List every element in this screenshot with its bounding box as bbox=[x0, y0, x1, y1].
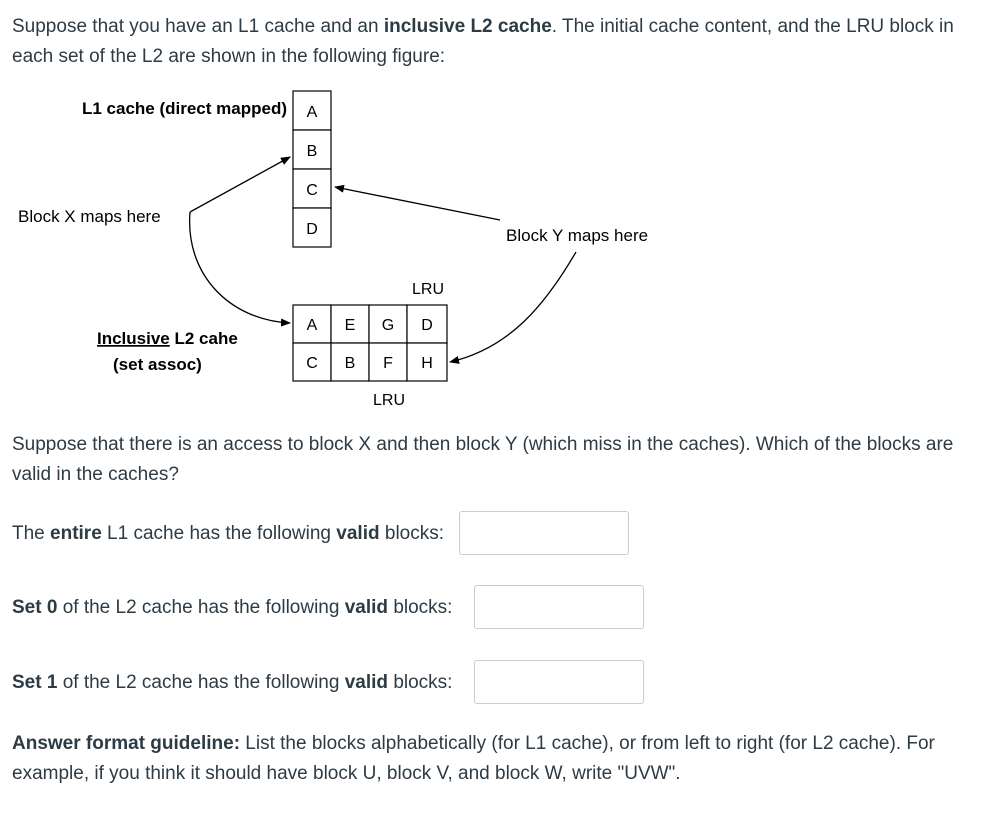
answer-set0-text-2: blocks: bbox=[388, 597, 453, 618]
cache-diagram bbox=[0, 80, 700, 420]
intro-bold: inclusive L2 cache bbox=[383, 16, 552, 37]
l2-label-line1 bbox=[97, 329, 238, 348]
l2-set0-block-0: A bbox=[306, 317, 318, 334]
answer-set0-text-1: of the L2 cache has the following bbox=[57, 597, 345, 618]
l1-cache bbox=[293, 91, 331, 247]
answer-set1-label bbox=[12, 668, 452, 698]
answer-l1-text-1: The bbox=[12, 523, 51, 544]
answer-l1-text-3: blocks: bbox=[379, 523, 445, 544]
question-paragraph: Suppose that there is an access to block X and then block Y (which miss in the caches). Which of the blocks are valid in the caches? bbox=[12, 434, 954, 485]
block-y-label: Block Y maps here bbox=[506, 226, 649, 245]
answer-set1-bold-1: valid bbox=[344, 672, 389, 693]
l2-label-line2: (set assoc) bbox=[113, 355, 202, 374]
l1-label: L1 cache (direct mapped) bbox=[81, 99, 287, 118]
guideline-text: List the blocks alphabetically (for L1 cache), or from left to right (for L2 cache). For example, if you think it should have block U, block V, and block W, write "UVW". bbox=[12, 733, 935, 784]
lru-top-label: LRU bbox=[411, 281, 445, 298]
l1-answer-input[interactable] bbox=[459, 511, 629, 555]
intro-text-1: Suppose that you have an L1 cache and an bbox=[12, 16, 384, 37]
intro-paragraph bbox=[12, 12, 977, 72]
l2-set-0 bbox=[293, 305, 447, 343]
l2-label-inclusive: Inclusive bbox=[97, 329, 170, 348]
answer-set1-text-2: blocks: bbox=[388, 672, 453, 693]
l2-set1-block-2: F bbox=[383, 355, 393, 372]
answer-set0-bold-1: valid bbox=[344, 597, 389, 618]
guideline-paragraph bbox=[12, 729, 977, 789]
block-y-arrow-to-l2 bbox=[450, 252, 576, 362]
answer-set1-bold-0: Set 1 bbox=[12, 672, 58, 693]
l2-set1-block-0: C bbox=[306, 355, 318, 372]
intro-text-2: . The initial cache content, and the LRU block in each set of the L2 are shown in the following figure: bbox=[12, 16, 954, 67]
l2-set0-block-1: E bbox=[344, 317, 356, 334]
l2-set-1 bbox=[293, 343, 447, 381]
answer-l1-text-2: L1 cache has the following bbox=[101, 523, 337, 544]
l1-block-3: D bbox=[306, 221, 318, 238]
answer-set0-label bbox=[12, 593, 452, 623]
l1-block-0: A bbox=[306, 104, 318, 121]
block-x-arrow-to-l2 bbox=[190, 212, 290, 323]
l2-set1-block-1: B bbox=[344, 355, 356, 372]
set1-answer-input[interactable] bbox=[474, 660, 644, 704]
l2-set0-block-2: G bbox=[381, 317, 395, 334]
block-x-arrow-to-l1 bbox=[190, 157, 290, 212]
answer-row-set0 bbox=[12, 593, 452, 623]
l2-label-rest: L2 cahe bbox=[169, 329, 238, 348]
answer-l1-label bbox=[12, 519, 444, 549]
answer-set1-text-1: of the L2 cache has the following bbox=[57, 672, 345, 693]
guideline-bold: Answer format guideline: bbox=[12, 733, 241, 754]
lru-bottom-label: LRU bbox=[372, 392, 406, 409]
l1-block-1: B bbox=[306, 143, 318, 160]
answer-l1-bold-1: entire bbox=[50, 523, 102, 544]
l1-block-2: C bbox=[306, 182, 318, 199]
cache-diagram-svg bbox=[0, 80, 700, 420]
l2-set1-block-3: H bbox=[421, 355, 433, 372]
l2-set0-block-3: D bbox=[421, 317, 433, 334]
answer-row-l1 bbox=[12, 519, 444, 549]
set0-answer-input[interactable] bbox=[474, 585, 644, 629]
block-y-arrow-to-l1 bbox=[335, 187, 500, 220]
block-x-label: Block X maps here bbox=[18, 207, 161, 226]
answer-l1-bold-2: valid bbox=[336, 523, 380, 544]
answer-set0-bold-0: Set 0 bbox=[12, 597, 58, 618]
answer-row-set1 bbox=[12, 668, 452, 698]
